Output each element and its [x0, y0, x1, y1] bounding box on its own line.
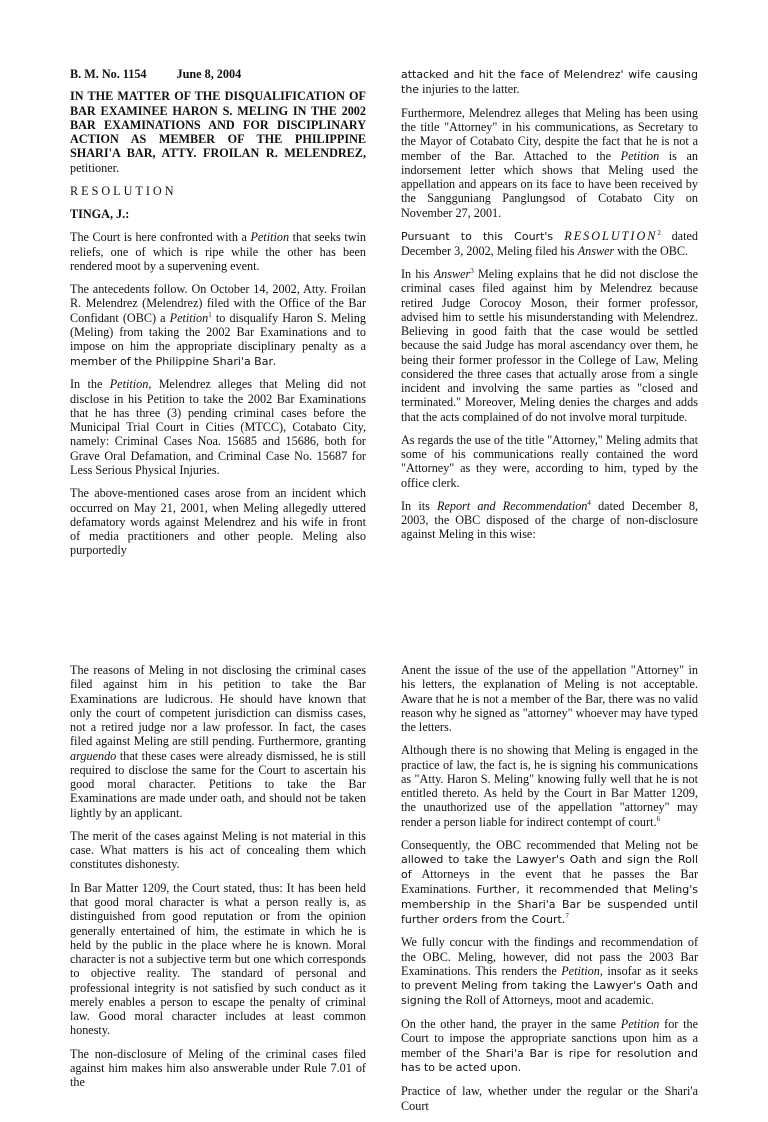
paragraph: As regards the use of the title "Attorney," Meling admits that some of his communications really contained the word "Attorney" as they were, according to him, typed by the office clerk. — [401, 432, 698, 490]
text: In his — [401, 266, 434, 281]
text: Further, it recommended that Meling's membership in the Shari'a Bar be suspended until further orders from the Court. — [401, 882, 698, 926]
paragraph: The merit of the cases against Meling is not material in this case. What matters is his act of concealing them which constitutes dishonesty. — [70, 828, 366, 872]
paragraph — [401, 267, 698, 424]
paragraph — [401, 935, 698, 1008]
paragraph — [70, 663, 366, 820]
text: for the Court to impose the appropriate sanctions upon him as a member of — [401, 1017, 698, 1060]
paragraph: The non-disclosure of Meling of the criminal cases filed against him makes him also answerable under Rule 7.01 of the — [70, 1046, 366, 1090]
text: In its — [401, 498, 437, 513]
text: dated December 8, 2003, the OBC disposed of the charge of non-disclosure against Meling in this wise: — [401, 498, 699, 542]
text: prevent Meling from taking the Lawyer's Oath and signing the — [401, 979, 699, 1008]
italic-text: Report and Recommendation — [437, 498, 588, 513]
italic-text: RESOLUTION — [564, 228, 658, 243]
text: that these cases were already dismissed, he is still required to disclose the same for the Court to ascertain his good moral character. Petitions to take the Bar Examinations are made under oath, and should not be taken lightly by an applicant. — [70, 748, 366, 820]
decision-date: June 8, 2004 — [176, 67, 242, 81]
text: injuries to the latter. — [419, 81, 520, 96]
text: Furthermore, Melendrez alleges that Meling has been using the title "Attorney" in his communications, as Secretary to the Mayor of Cotabato City, despite the fact that he is not a member of the Bar. Attached to the — [401, 105, 698, 163]
column-bottom-right — [401, 663, 698, 1122]
paragraph — [401, 499, 698, 542]
text: Consequently, the OBC recommended that Meling not be — [401, 837, 698, 852]
italic-text: Petition — [109, 377, 149, 392]
italic-text: Petition — [620, 1017, 660, 1031]
paragraph — [401, 743, 698, 829]
paragraph — [70, 282, 366, 368]
column-top-right — [401, 67, 698, 551]
text: Although there is no showing that Meling is engaged in the practice of law, the fact is, he is signing his communications as "Atty. Haron S. Meling" knowing fully well that he is not entitled thereto. As held by the Court in Bar Matter 1209, the unauthorized use of the appellation "attorney" may render a person liable for indirect contempt of court. — [401, 743, 698, 829]
column-top-left — [70, 67, 366, 567]
column-bottom-left — [70, 663, 366, 1098]
paragraph — [401, 67, 698, 97]
italic-text: Answer — [433, 266, 471, 281]
paragraph — [70, 377, 366, 477]
text: . — [273, 353, 277, 368]
paragraph: Practice of law, whether under the regular or the Shari'a Court — [401, 1084, 698, 1113]
paragraph: The above-mentioned cases arose from an incident which occurred on May 21, 2001, when Meling allegedly uttered defamatory words against Melendrez and his wife in front of media practitioners and other people. Meling also purportedly — [70, 486, 366, 558]
paragraph — [401, 229, 698, 258]
paragraph — [401, 838, 698, 927]
footnote-ref: 6 — [656, 814, 660, 823]
text: that seeks twin reliefs, one of which is ripe while the other has been rendered moot by a supervening event. — [70, 230, 367, 273]
text: member of the Philippine Shari'a Bar — [70, 354, 273, 368]
italic-text: Petition — [169, 310, 209, 325]
text: , Melendrez alleges that Meling did not disclose in his Petition to take the 2002 Bar Examinations that he has three (3) pending criminal cases before the Municipal Trial Court in Cities (MTCC), Cotabato City, namely: Criminal Cases Noa. 15685 and 15686, both for Grave Oral Defamation, and Criminal Case No. 15687 for Less Serious Physical Injuries. — [70, 377, 366, 477]
ponente: TINGA, J.: — [70, 207, 130, 222]
resolution-heading: RESOLUTION — [70, 183, 177, 198]
docket-header — [70, 67, 366, 81]
text: Meling explains that he did not disclose the criminal cases filed against him by Melendrez because retired Judge Corocoy Moson, their former professor, advised him to settle his misunderstanding with Melendrez. Believing in good faith that the case would be settled because the said Judge has moral ascendancy over them, he being their former professor in the College of Law, Meling considered the three cases that actually arose from a single incident and involving the same parties as "closed and terminated." Moreover, Meling denies the charges and adds that the acts complained of do not involve moral turpitude. — [401, 266, 699, 424]
text: dated December 3, 2002, Meling filed his — [401, 228, 698, 258]
italic-text: Answer — [577, 243, 615, 258]
case-caption — [70, 89, 366, 175]
case-title: IN THE MATTER OF THE DISQUALIFICATION OF BAR EXAMINEE HARON S. MELING IN THE 2002 BAR EXAMINATIONS AND FOR DISCIPLINARY ACTION AS MEMBER OF THE PHILIPPINE SHARI'A BAR, ATTY. FROILAN R. MELENDREZ, — [70, 89, 366, 161]
text: with the OBC. — [614, 243, 689, 258]
footnote-ref: 2 — [657, 228, 661, 237]
footnote-ref: 7 — [565, 911, 569, 920]
paragraph — [401, 106, 698, 220]
docket-number: B. M. No. 1154 — [70, 67, 147, 81]
text: Pursuant to this Court's — [401, 229, 565, 243]
text: In the — [70, 377, 110, 392]
text: the Shari'a Bar is ripe for resolution and has to be acted upon. — [401, 1046, 698, 1075]
italic-text: Petition, — [561, 964, 603, 979]
italic-text: Petition — [250, 230, 290, 245]
footnote-ref: 3 — [470, 266, 474, 275]
paragraph: Anent the issue of the use of the appellation "Attorney" in his letters, the explanation of Meling is not acceptable. Aware that he is not a member of the Bar, there was no valid reason why he signed as "attorney" whoever may have typed the letters. — [401, 663, 698, 735]
text: We fully concur with the findings and recommendation of the OBC. Meling, however, did not pass the 2003 Bar Examinations. This renders the — [401, 935, 698, 979]
text: allowed to take the Lawyer's Oath and sign the Roll of — [401, 853, 698, 882]
paragraph: In Bar Matter 1209, the Court stated, thus: It has been held that good moral character is what a person really is, as distinguished from good reputation or from the opinion generally entertained of him, the estimate in which he is held by the public in the place where he is known. Moral character is not a subjective term but one which corresponds to objective reality. The standard of personal and professional integrity is not satisfied by such conduct as it merely enables a person to escape the penalty of criminal law. Good moral character includes at least common honesty. — [70, 880, 366, 1038]
text: The antecedents follow. On October 14, 2002, Atty. Froilan R. Melendrez (Melendrez) filed with the Office of the Bar Confidant (OBC) a — [70, 282, 366, 325]
text: The Court is here confronted with a — [70, 230, 251, 245]
text: attacked and hit the face of Melendrez' wife causing the — [401, 68, 698, 96]
text: Attorneys in the event that he passes the Bar Examinations. — [401, 867, 698, 896]
text: On the other hand, the prayer in the same — [401, 1017, 621, 1031]
text: The reasons of Meling in not disclosing the criminal cases filed against him in his petition to take the Bar Examinations are ludicrous. He should have known that only the court of competent jurisdiction can dismiss cases, not a retired judge nor a law professor. In fact, the cases filed against Meling are still pending. Furthermore, granting — [70, 663, 366, 749]
text: to disqualify Haron S. Meling (Meling) from taking the 2002 Bar Examinations and to impose on him the appropriate disciplinary penalty as a — [70, 310, 366, 354]
petitioner-label: petitioner. — [70, 160, 120, 175]
paragraph — [70, 230, 366, 273]
footnote-ref: 1 — [208, 310, 212, 319]
text: Roll of Attorneys, moot and academic. — [462, 993, 654, 1008]
paragraph — [401, 1017, 698, 1075]
footnote-ref: 4 — [587, 498, 591, 507]
italic-text: Petition — [620, 148, 660, 163]
italic-text: arguendo — [70, 748, 117, 763]
text: is an indorsement letter which shows that Meling used the appellation and appears on its face to have been received by the Sangguniang Panglungsod of Cotabato City on November 27, 2001. — [401, 148, 698, 220]
text: insofar as it seeks to — [401, 964, 698, 993]
